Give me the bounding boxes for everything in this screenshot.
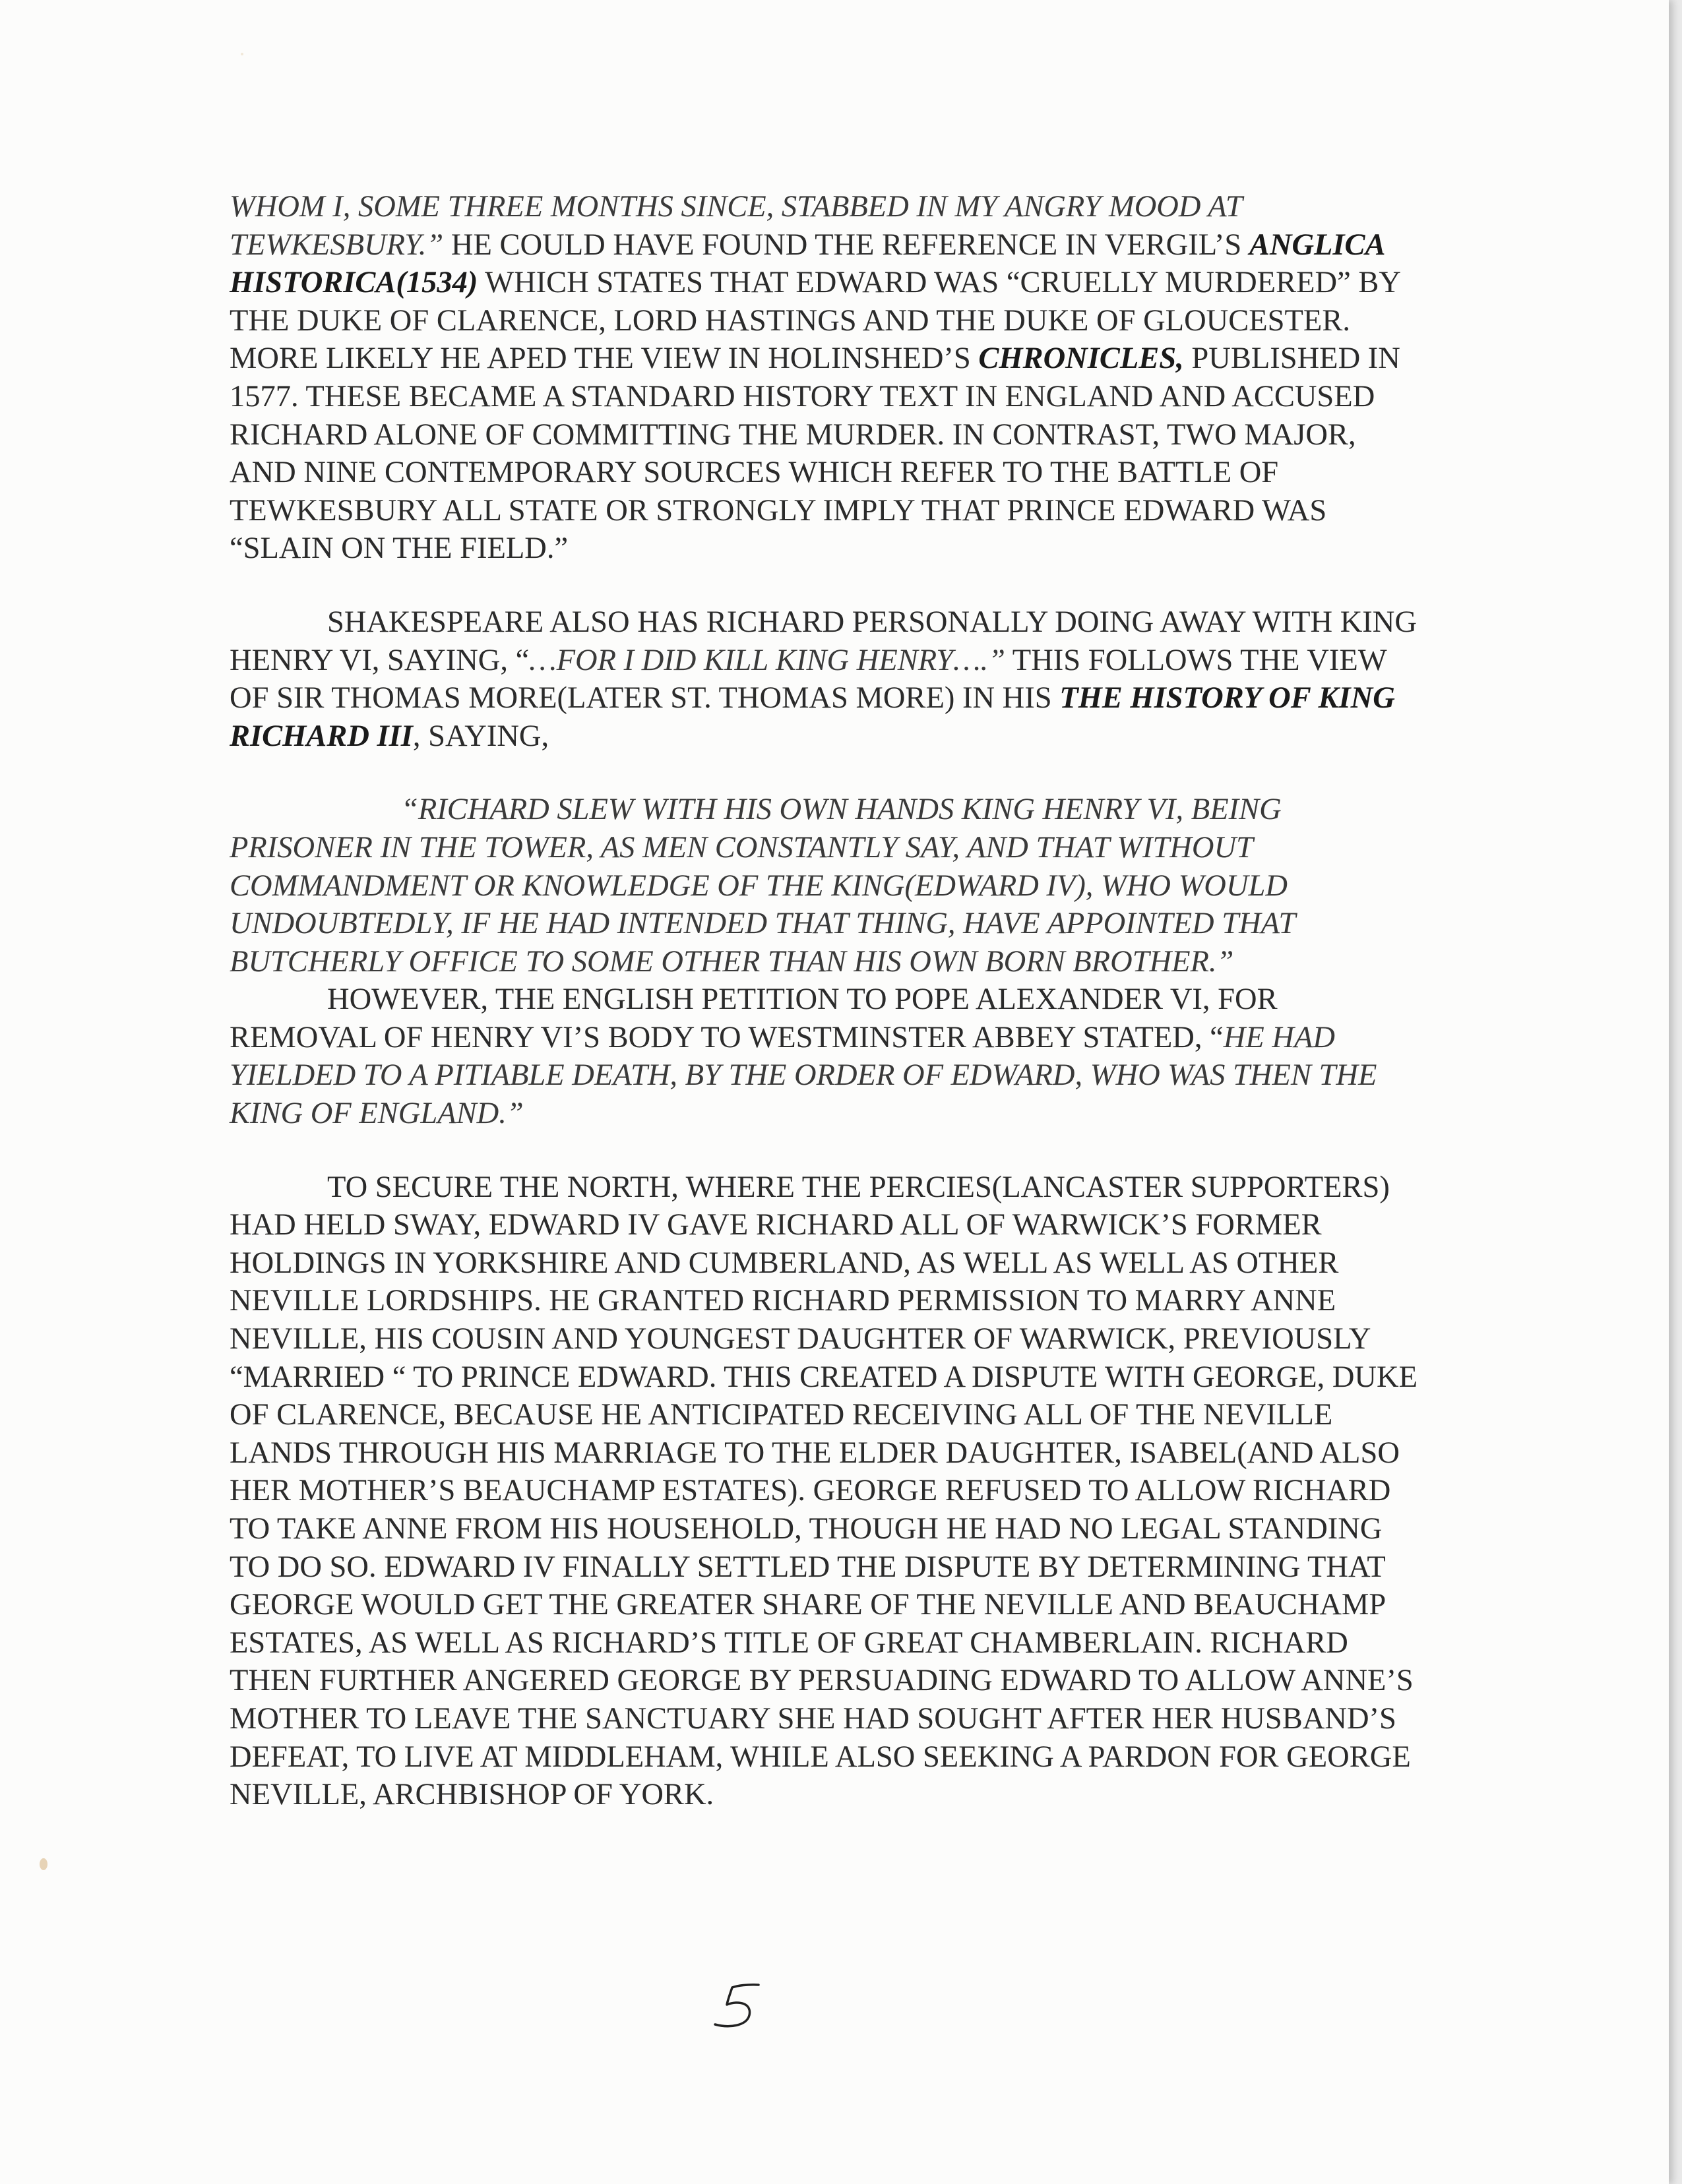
paper-speck [241,53,243,55]
petition-quote: HE HAD YIELDED TO A PITIABLE DEATH, BY THE ORDER OF EDWARD, WHO WAS THEN THE KING OF ENGLAND.” [230,1020,1377,1131]
shakespeare-quote-fragment: WHOM I, SOME THREE MONTHS SINCE, STABBED IN MY ANGRY MOOD AT TEWKESBURY.” [230,190,1242,262]
page-number [707,1978,780,2038]
title-history-of-king-richard: THE HISTORY OF KING RICHARD III [230,681,1395,753]
handwritten-page-number [707,1978,780,2038]
paragraph-petition: HOWEVER, THE ENGLISH PETITION TO POPE ALEXANDER VI, FOR REMOVAL OF HENRY VI’S BODY TO WESTMINSTER ABBEY STATED, “HE HAD YIELDED TO A PITIABLE DEATH, BY THE ORDER OF EDWARD, WHO WAS THEN THE KING OF ENGLAND.” [230,983,1377,1131]
paragraph-north: TO SECURE THE NORTH, WHERE THE PERCIES(LANCASTER SUPPORTERS) HAD HELD SWAY, EDWARD IV GAVE RICHARD ALL OF WARWICK’S FORMER HOLDINGS IN YORKSHIRE AND CUMBERLAND, AS WELL AS WELL AS OTHER NEVILLE LORDSHIPS. HE GRANTED RICHARD PERMISSION TO MARRY ANNE NEVILLE, HIS COUSIN AND YOUNGEST DAUGHTER OF WARWICK, PREVIOUSLY “MARRIED “ TO PRINCE EDWARD. THIS CREATED A DISPUTE WITH GEORGE, DUKE OF CLARENCE, BECAUSE HE ANTICIPATED RECEIVING ALL OF THE NEVILLE LANDS THROUGH HIS MARRIAGE TO THE ELDER DAUGHTER, ISABEL(AND ALSO HER MOTHER’S BEAUCHAMP ESTATES). GEORGE REFUSED TO ALLOW RICHARD TO TAKE ANNE FROM HIS HOUSEHOLD, THOUGH HE HAD NO LEGAL STANDING TO DO SO. EDWARD IV FINALLY SETTLED THE DISPUTE BY DETERMINING THAT GEORGE WOULD GET THE GREATER SHARE OF THE NEVILLE AND BEAUCHAMP ESTATES, AS WELL AS RICHARD’S TITLE OF GREAT CHAMBERLAIN. RICHARD THEN FURTHER ANGERED GEORGE BY PERSUADING EDWARD TO ALLOW ANNE’S MOTHER TO LEAVE THE SANCTUARY SHE HAD SOUGHT AFTER HER HUSBAND’S DEFEAT, TO LIVE AT MIDDLEHAM, WHILE ALSO SEEKING A PARDON FOR GEORGE NEVILLE, ARCHBISHOP OF YORK. [230,1170,1417,1812]
body-text [230,188,1423,1814]
title-chronicles: CHRONICLES, [978,342,1184,376]
shakespeare-quote-henry: …FOR I DID KILL KING HENRY….” [529,643,1005,677]
block-quote-more: “RICHARD SLEW WITH HIS OWN HANDS KING HENRY VI, BEING PRISONER IN THE TOWER, AS MEN CONSTANTLY SAY, AND THAT WITHOUT COMMANDMENT OR KNOWLEDGE OF THE KING(EDWARD IV), WHO WOULD UNDOUBTEDLY, IF HE HAD INTENDED THAT THING, HAVE APPOINTED THAT BUTCHERLY OFFICE TO SOME OTHER THAN HIS OWN BORN BROTHER.” [230,793,1295,979]
title-anglica-historica: ANGLICA HISTORICA(1534) [230,228,1384,300]
paragraph-tewkesbury: WHOM I, SOME THREE MONTHS SINCE, STABBED IN MY ANGRY MOOD AT TEWKESBURY.” HE COULD HAVE FOUND THE REFERENCE IN VERGIL’S ANGLICA HISTORICA(1534) WHICH STATES THAT EDWARD WAS “CRUELLY MURDERED” BY THE DUKE OF CLARENCE, LORD HASTINGS AND THE DUKE OF GLOUCESTER. MORE LIKELY HE APED THE VIEW IN HOLINSHED’S CHRONICLES, PUBLISHED IN 1577. THESE BECAME A STANDARD HISTORY TEXT IN ENGLAND AND ACCUSED RICHARD ALONE OF COMMITTING THE MURDER. IN CONTRAST, TWO MAJOR, AND NINE CONTEMPORARY SOURCES WHICH REFER TO THE BATTLE OF TEWKESBURY ALL STATE OR STRONGLY IMPLY THAT PRINCE EDWARD WAS “SLAIN ON THE FIELD.” [230,190,1400,566]
paper-speck [40,1858,47,1870]
paragraph-henry-vi: SHAKESPEARE ALSO HAS RICHARD PERSONALLY DOING AWAY WITH KING HENRY VI, SAYING, “…FOR I DID KILL KING HENRY….” THIS FOLLOWS THE VIEW OF SIR THOMAS MORE(LATER ST. THOMAS MORE) IN HIS THE HISTORY OF KING RICHARD III, SAYING, [230,605,1417,753]
